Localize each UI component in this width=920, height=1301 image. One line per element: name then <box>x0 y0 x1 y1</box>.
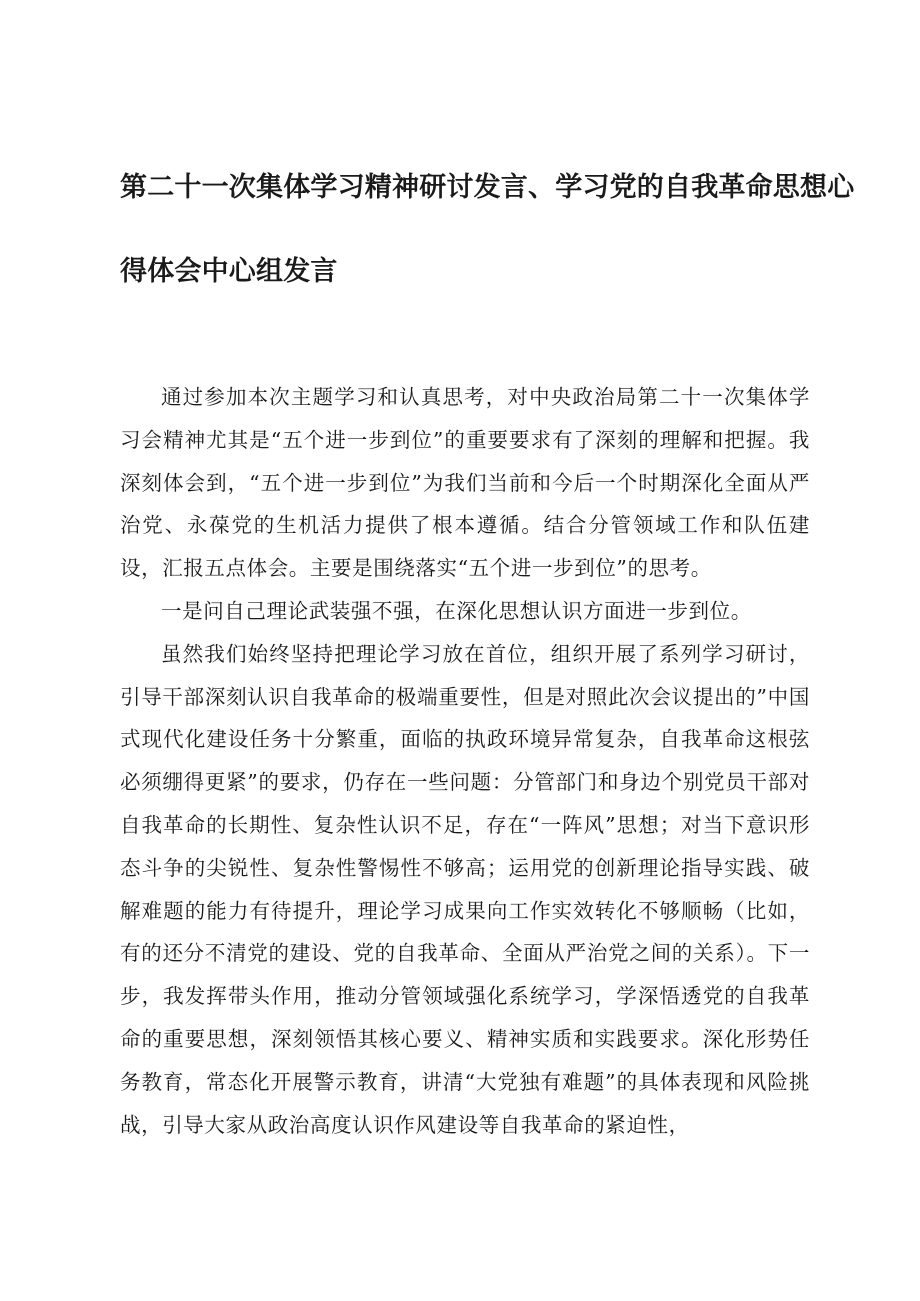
document-body <box>120 376 810 1146</box>
paragraph-intro: 通过参加本次主题学习和认真思考，对中央政治局第二十一次集体学习会精神尤其是“五个进一步到位”的重要要求有了深刻的理解和把握。我深刻体会到，“五个进一步到位”为我们当前和今后一个时期深化全面从严治党、永葆党的生机活力提供了根本遵循。结合分管领域工作和队伍建设，汇报五点体会。主要是围绕落实“五个进一步到位”的思考。 <box>120 385 810 581</box>
document-title-line-2: 得体会中心组发言 <box>120 256 338 287</box>
paragraph-point-one-body: 虽然我们始终坚持把理论学习放在首位，组织开展了系列学习研讨，引导干部深刻认识自我革命的极端重要性，但是对照此次会议提出的”中国式现代化建设任务十分繁重，面临的执政环境异常复杂，自我革命这根弦必须绷得更紧”的要求，仍存在一些问题：分管部门和身边个别党员干部对自我革命的长期性、复杂性认识不足，存在“一阵风”思想；对当下意识形态斗争的尖锐性、复杂性警惕性不够高；运用党的创新理论指导实践、破解难题的能力有待提升，理论学习成果向工作实效转化不够顺畅（比如，有的还分不清党的建设、党的自我革命、全面从严治党之间的关系）。下一步，我发挥带头作用，推动分管领域强化系统学习，学深悟透党的自我革命的重要思想，深刻领悟其核心要义、精神实质和实践要求。深化形势任务教育，常态化开展警示教育，讲清“大党独有难题”的具体表现和风险挑战，引导大家从政治高度认识作风建设等自我革命的紧迫性， <box>120 641 810 1137</box>
paragraph-point-one-heading: 一是问自己理论武装强不强，在深化思想认识方面进一步到位。 <box>161 598 752 623</box>
document-title-line-1: 第二十一次集体学习精神研讨发言、学习党的自我革命思想心 <box>120 172 855 203</box>
